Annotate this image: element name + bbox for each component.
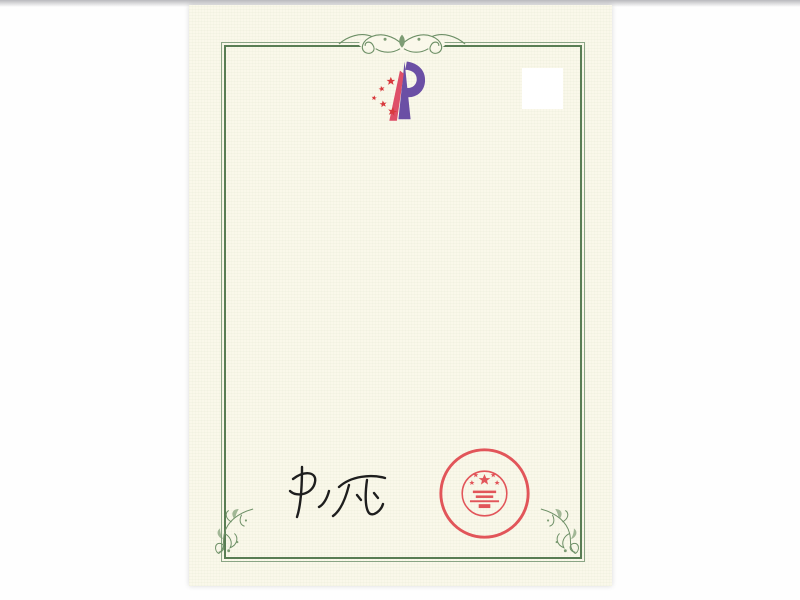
signature-icon <box>277 463 407 527</box>
top-border-ornament <box>334 28 470 60</box>
cnipa-logo-icon <box>365 59 441 137</box>
corner-flourish-icon <box>538 500 584 564</box>
national-emblem-icon <box>462 471 507 516</box>
corner-flourish-icon <box>210 500 256 564</box>
certificate-page <box>189 5 612 586</box>
qr-code-icon <box>522 66 563 111</box>
barcode-icon <box>241 453 351 462</box>
agency-seal-icon <box>436 445 533 542</box>
